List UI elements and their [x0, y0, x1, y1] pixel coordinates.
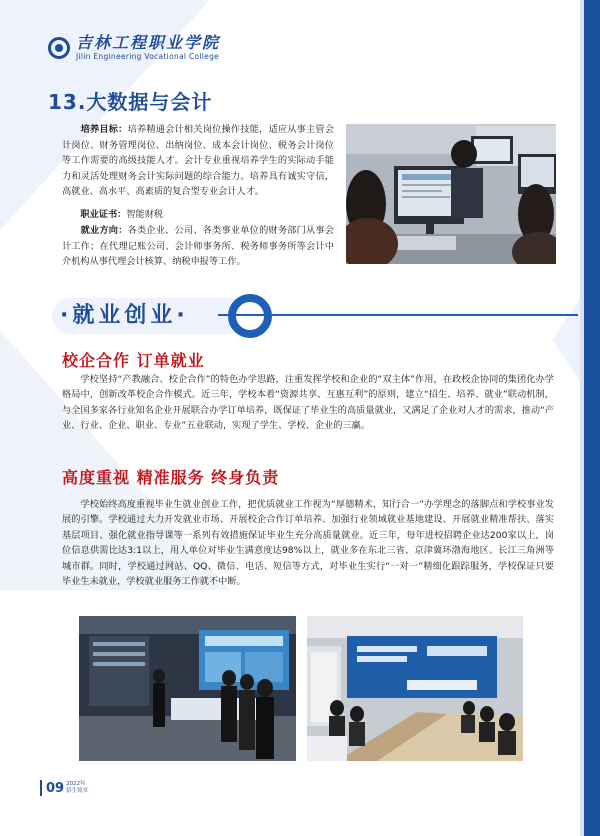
goal-text: 培养精通会计相关岗位操作技能，适应从事主管会计岗位、财务管理岗位、出纳岗位、成本会计岗位、税务会计岗位等工作需要的高级技能人才。会计专业重视培养学生的实际动手能力和灵活处理财务会计实际问题的综合能力。培养具有诚实守信，高就业、高水平、高素质的复合型专业会计人才。	[62, 124, 335, 198]
banner-rule	[218, 314, 578, 316]
direction-paragraph	[62, 223, 334, 270]
cert-text: 智能财税	[126, 209, 164, 220]
employment-banner	[52, 294, 262, 340]
footer-caption	[66, 781, 88, 795]
section-title: 13.大数据与会计	[48, 90, 213, 114]
banner-ring-icon	[228, 294, 272, 338]
direction-text: 各类企业、公司、各类事业单位的财务部门从事会计工作；在代理记账公司、会计师事务所、税务师事务所等会计中介机构从事代理会计核算、纳税申报等工作。	[62, 225, 335, 268]
page-footer	[40, 780, 88, 796]
meeting-room-photo	[307, 616, 523, 761]
college-emblem-icon	[48, 37, 70, 59]
footer-bar	[40, 780, 42, 796]
subheading-service: 高度重视 精准服务 终身负责	[62, 468, 280, 487]
cert-paragraph	[62, 207, 334, 223]
logo-en: Jilin Engineering Vocational College	[76, 52, 220, 61]
exhibition-hall-photo	[79, 616, 296, 761]
logo-text	[76, 34, 220, 62]
footer-year: 2022年	[66, 781, 86, 787]
college-logo	[48, 34, 220, 62]
footer-brochure: 招生简章	[66, 788, 89, 794]
page-number: 09	[46, 780, 65, 796]
edge-stripe	[584, 0, 600, 836]
classroom-photo	[346, 124, 556, 264]
direction-label: 就业方向：	[80, 225, 128, 236]
subheading-cooperation: 校企合作 订单就业	[62, 351, 205, 370]
cert-label: 职业证书：	[80, 209, 127, 220]
cooperation-paragraph: 学校坚持“产教融合、校企合作”的特色办学思路，注重发挥学校和企业的“双主体”作用，在政校企协同的集团化办学格局中，创新改革校企合作模式。近三年，学校本着“资源共享、互惠互利”的原则，建立“招生、培养、就业”联动机制，与全国多家各行业知名企业开展联合办学订单培养，既保证了毕业生的高质量就业，又满足了企业对人才的需求，推动“产业、行业、企业、职业、专业”五业联动，实现了学生、学校、企业的三赢。	[62, 374, 554, 432]
service-paragraph: 学校始终高度重视毕业生就业创业工作，把优质就业工作视为“厚德精术，知行合一”办学理念的落脚点和学校事业发展的引擎。学校通过大力开发就业市场、开展校企合作订单培养、加强行业领域就业基地建设、开展就业精准帮扶、落实基层项目、强化就业指导课等一系列有效措施保证毕业生充分高质量就业。近三年，每年进校招聘企业达200家以上，岗位信息供需比达3:1以上，用人单位对毕业生满意度达98%以上，就业多在东北三省、京津冀环渤海地区、长江三角洲等城市群。同时，学校通过网站、QQ、微信、电话、短信等方式，对毕业生实行“一对一”精细化跟踪服务，学校保证只要毕业生未就业，学校就业服务工作就不中断。	[62, 499, 554, 588]
logo-cn: 吉林工程职业学院	[76, 33, 221, 52]
goal-label: 培养目标：	[80, 124, 128, 135]
goal-paragraph	[62, 122, 334, 200]
banner-title: ·就业创业·	[60, 303, 189, 328]
